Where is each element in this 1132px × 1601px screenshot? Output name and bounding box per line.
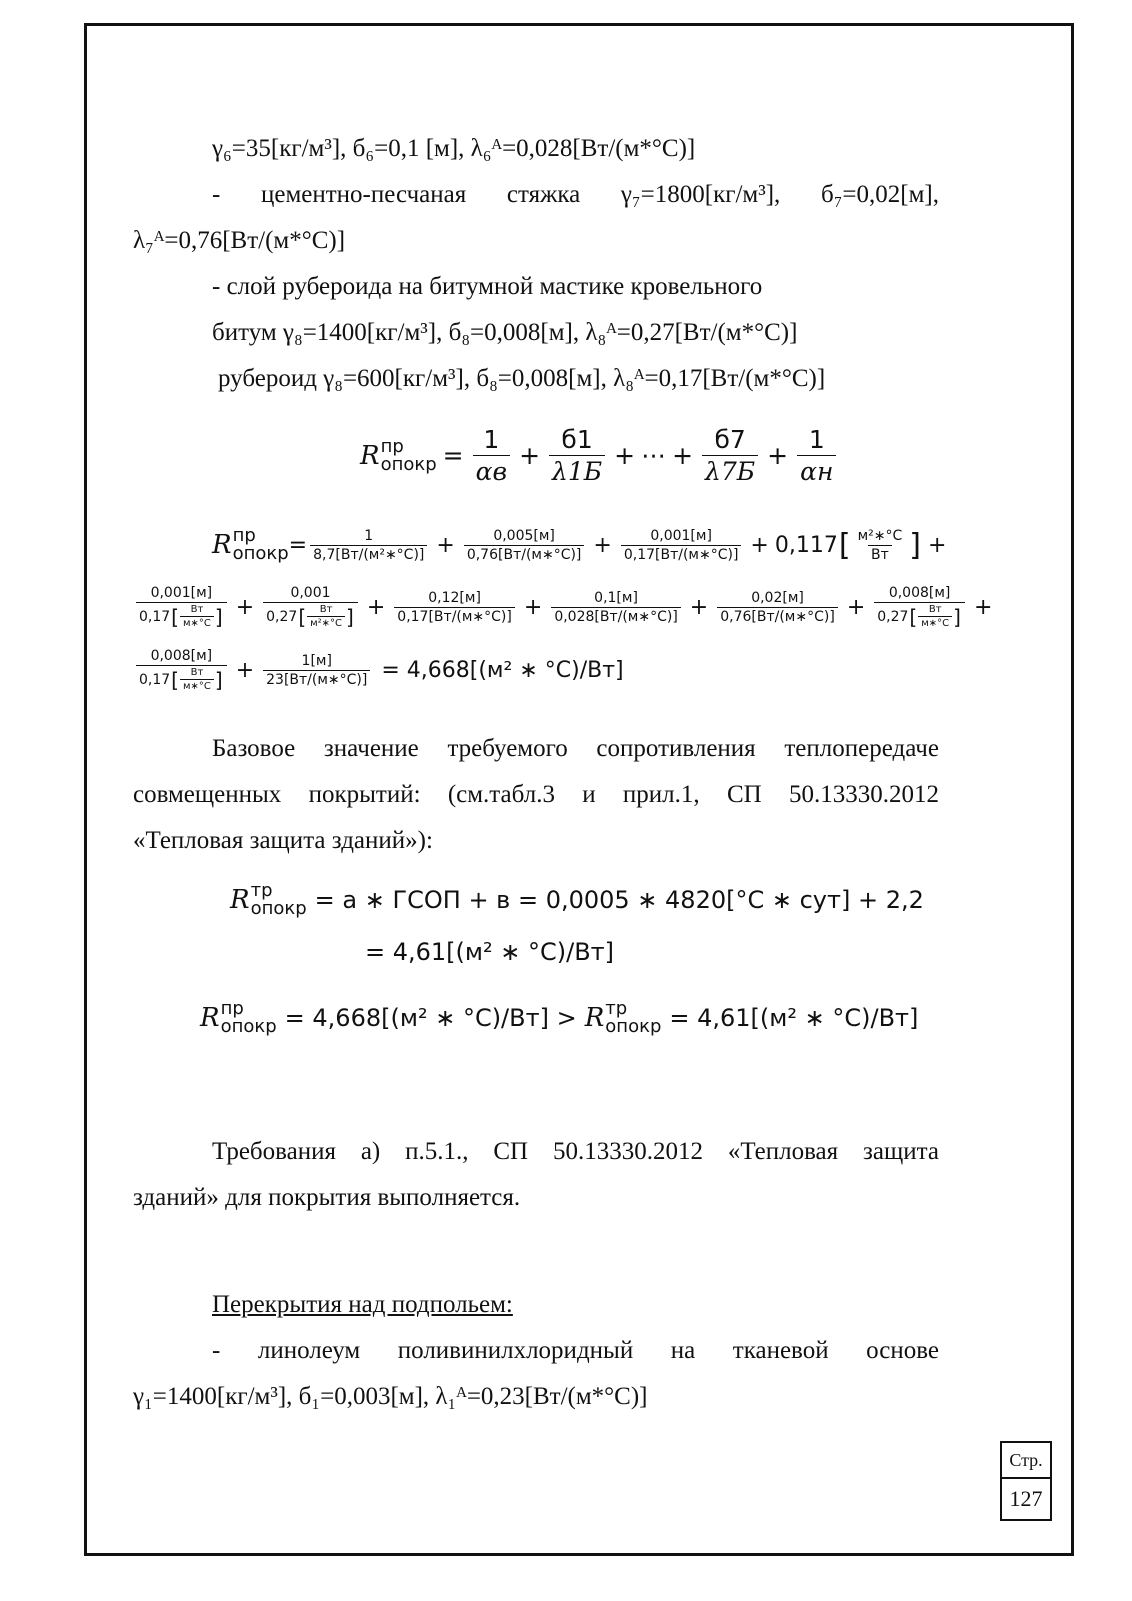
text-line-gamma6: γ₆=35[кг/м³], б₆=0,1 [м], λ₆ᴬ=0,028[Вт/(м*°С)] [212,135,696,162]
fraction-inv-alpha-out [797,425,836,486]
plus-sign: + [523,594,543,620]
plus-sign: + [593,532,612,558]
plus-sign: + [519,441,541,470]
denominator: αн [797,455,836,486]
fraction-term [621,528,742,563]
bracket-right: ] [953,604,961,629]
fraction-term [551,590,680,625]
word: покрытий: [308,781,421,808]
fraction-unit [180,604,214,629]
bracket-right: ] [909,527,921,563]
word: а) [360,1138,381,1165]
stamp-label: Стр. [1000,1441,1052,1479]
word: линолеум [257,1337,361,1364]
formula-general [360,425,839,486]
denominator: м∗°С [180,616,214,629]
numerator: Вт [190,667,204,678]
equals-sign: = [288,532,308,558]
word: п.5.1., [405,1138,469,1165]
page-number: 127 [1000,1479,1052,1521]
word: поливинилхлоридный [397,1337,634,1364]
formula-calc-row1 [212,527,952,563]
denominator: λ1Б [549,455,605,486]
word: защита [863,1138,939,1165]
section-heading-floor: Перекрытия над подпольем: [212,1291,513,1318]
word: совмещенных [133,781,282,808]
denominator: 0,028[Вт/(м∗°С)] [551,607,680,625]
numerator: 0,001[м] [150,585,213,601]
fraction-term [310,528,427,563]
numerator: б7 [714,425,746,454]
numerator: 1 [808,425,825,454]
word: на [670,1337,696,1364]
denominator-value: 0,17 [139,608,171,625]
fraction-unit [855,528,906,563]
numerator: 0,1[м] [594,589,638,606]
denominator [874,602,965,629]
plus-sign: + [672,441,694,470]
calc-result: = 4,668[(м² ∗ °С)/Вт] [381,657,624,683]
denominator-value: 0,17 [139,671,171,688]
r-indices [221,1000,277,1036]
plus-sign: + [689,594,709,620]
symbol-r: R [212,530,232,560]
superscript: пр [380,435,404,457]
denominator: м²∗°С [307,616,345,629]
fraction-inv-alpha-in [473,425,510,486]
superscript: тр [605,998,628,1019]
numerator: 0,005[м] [493,527,555,544]
formula-calc-row3 [133,648,624,692]
text-line-linoleum [212,1336,939,1366]
plus-sign: + [927,532,947,558]
word: и [582,781,596,808]
bracket-left: [ [171,667,179,692]
denominator: αв [473,455,510,486]
subscript: опокр [220,1016,277,1037]
denominator: м∗°С [918,616,952,629]
denominator: Вт [868,545,892,563]
constant-value: 0,117 [774,532,838,558]
word: прил.1, [622,781,700,808]
numerator: 0,001[м] [650,527,712,544]
symbol-r: R [230,885,250,915]
fraction-layer7 [702,425,758,486]
superscript: тр [250,880,273,901]
formula-required [230,882,924,918]
plus-sign: + [235,657,255,683]
denominator: 0,76[Вт/(м∗°С)] [717,607,838,625]
subscript: опокр [380,453,437,475]
word: стяжка [506,181,581,208]
word: (см.табл.3 [447,781,555,808]
symbol-r: R [360,440,380,471]
ellipsis: ⋯ [641,441,667,470]
word: значение [323,735,419,762]
word: тканевой [732,1337,829,1364]
denominator: λ7Б [702,455,758,486]
plus-sign: + [846,594,866,620]
formula-rhs: = а ∗ ГСОП + в = 0,0005 ∗ 4820[°С ∗ сут] + 2,2 [314,886,924,914]
word: «Тепловая [727,1138,839,1165]
denominator: 0,76[Вт/(м∗°С)] [464,545,585,563]
fraction-term [717,590,838,625]
word: теплопередаче [784,735,939,762]
text-line-ruberoid: рубероид γ₈=600[кг/м³], б₈=0,008[м], λ₈ᴬ=0,17[Вт/(м*°С)] [218,365,826,392]
denominator-value: 0,27 [266,608,298,625]
superscript: пр [232,525,256,546]
numerator: 0,008[м] [150,648,213,664]
plus-sign: + [366,594,386,620]
numerator: 1 [364,527,374,544]
bracket-left: [ [171,604,179,629]
word: б₇=0,02[м], [820,181,939,208]
denominator-value: 0,27 [877,608,909,625]
word: цементно-песчаная [260,181,467,208]
word: основе [866,1337,939,1364]
bracket-right: ] [214,667,223,692]
plus-sign: + [436,532,455,558]
word: Базовое [212,735,296,762]
plus-sign: + [767,441,789,470]
r-indices [605,1000,661,1036]
numerator: Вт [190,604,204,615]
r-indices [380,435,437,475]
plus-sign: + [750,532,769,558]
word: 50.13330.2012 [552,1138,703,1165]
word: Требования [212,1138,336,1165]
numerator: м²∗°С [857,527,903,544]
plus-sign: + [235,594,255,620]
numerator: б1 [561,425,593,454]
text-line-screed-cont: λ₇ᴬ=0,76[Вт/(м*°С)] [133,227,346,254]
fraction-unit [918,604,952,629]
numerator: Вт [319,604,333,615]
text-line-bitumen: битум γ₈=1400[кг/м³], б₈=0,008[м], λ₈ᴬ=0,27[Вт/(м*°С)] [212,319,798,346]
formula-compare [200,1000,918,1036]
formula-required-result: = 4,61[(м² ∗ °С)/Вт] [365,938,615,966]
denominator: 8,7[Вт/(м²∗°С)] [310,545,427,563]
denominator: 23[Вт/(м∗°С)] [263,670,370,688]
numerator: 0,008[м] [888,585,951,601]
text-line-screed [212,180,939,210]
bracket-right: ] [214,604,223,629]
subscript: опокр [232,543,289,564]
numerator: Вт [928,604,942,615]
fraction-term [136,585,227,629]
plus-sign: + [614,441,636,470]
text-line-base-3: «Тепловая защита зданий»): [133,827,433,854]
denominator [136,602,227,629]
text-line-requirement-1 [212,1137,939,1167]
fraction-term [263,585,358,629]
fraction-term [874,585,965,629]
fraction-term [263,653,370,688]
word: - [212,181,221,208]
numerator: 1[м] [301,652,332,669]
numerator: 0,12[м] [428,589,481,606]
bracket-left: [ [298,604,307,629]
numerator: 0,001 [290,585,331,601]
r-indices [251,882,307,918]
word: - [212,1337,221,1364]
formula-right-value: = 4,61[(м² ∗ °С)/Вт] [669,1004,919,1032]
equals-sign: = [442,441,464,470]
symbol-r: R [200,1003,220,1033]
word: СП [493,1138,529,1165]
plus-sign: + [973,594,993,620]
word: γ₇=1800[кг/м³], [620,181,781,208]
bracket-left: [ [909,604,918,629]
fraction-term [136,648,227,692]
fraction-unit [180,667,214,692]
numerator: 0,02[м] [751,589,804,606]
word: сопротивления [596,735,756,762]
text-line-linoleum-cont: γ₁=1400[кг/м³], б₁=0,003[м], λ₁ᴬ=0,23[Вт/(м*°С)] [133,1383,648,1410]
denominator: м∗°С [180,679,214,692]
fraction-unit [307,604,345,629]
fraction-layer1 [549,425,605,486]
subscript: опокр [605,1016,662,1037]
fraction-term [394,590,515,625]
r-indices [233,527,289,563]
numerator: 1 [483,425,500,454]
subscript: опокр [250,898,307,919]
denominator: 0,17[Вт/(м∗°С)] [394,607,515,625]
word: 50.13330.2012 [788,781,939,808]
text-line-requirement-2: зданий» для покрытия выполняется. [133,1184,521,1211]
fraction-term [464,528,585,563]
superscript: пр [220,998,244,1019]
bracket-right: ] [346,604,354,629]
denominator: 0,17[Вт/(м∗°С)] [621,545,742,563]
word: СП [726,781,762,808]
denominator [136,665,227,692]
text-line-base-2 [133,780,939,810]
text-line-base-1 [212,734,939,764]
text-line-ruberoid-header: - слой рубероида на битумной мастике кровельного [212,273,763,300]
formula-calc-row2 [133,585,998,629]
symbol-r: R [584,1003,605,1033]
formula-left-value: = 4,668[(м² ∗ °С)/Вт] > [284,1004,577,1032]
word: требуемого [447,735,568,762]
bracket-left: [ [838,527,851,563]
denominator [263,602,358,629]
